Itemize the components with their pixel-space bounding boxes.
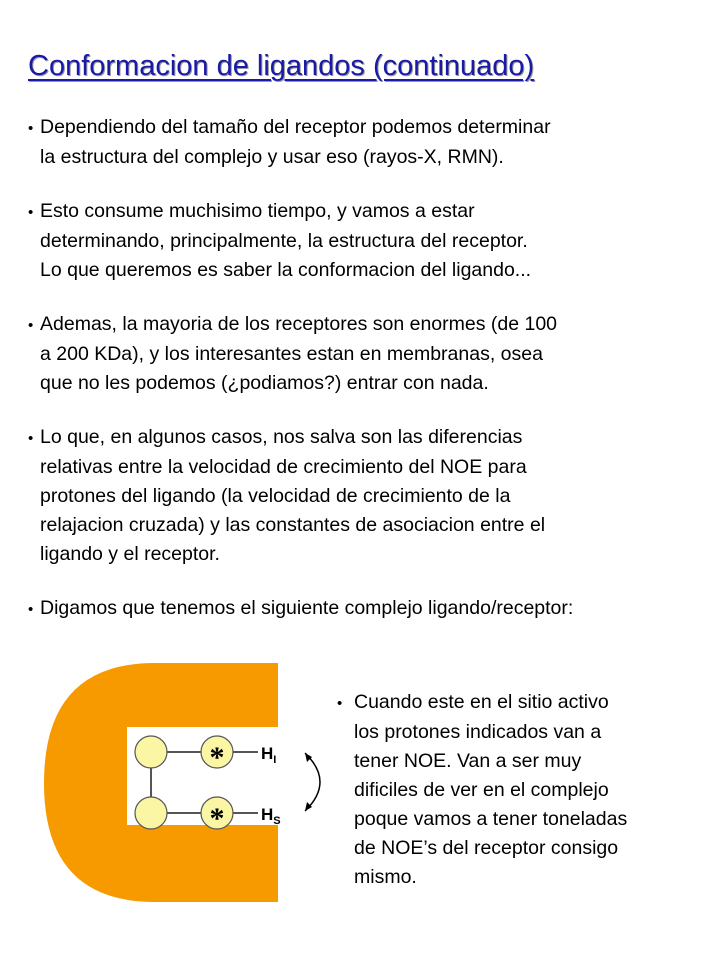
bullet-text: protones del ligando (la velocidad de crecimiento de la (40, 485, 511, 507)
side-bullet-text: de NOE’s del receptor consigo (354, 837, 619, 859)
bullet-text: Lo que queremos es saber la conformacion del ligando... (40, 259, 532, 281)
bullet-dot: • (28, 601, 34, 618)
proton-label-main: H (261, 744, 274, 763)
bullet-item (28, 594, 708, 624)
ligand-receptor-diagram (0, 655, 330, 915)
bullet-item (28, 113, 708, 172)
bullet-list (28, 113, 708, 649)
receptor-shape (44, 663, 281, 902)
side-bullet-text: mismo. (354, 866, 417, 888)
bullet-item (28, 423, 708, 569)
proton-label-bottom (261, 805, 281, 827)
bullet-dot: • (28, 120, 34, 137)
bullet-text: Ademas, la mayoria de los receptores son enormes (de 100 (40, 313, 558, 335)
bullet-dot: • (28, 430, 34, 447)
bullet-dot: • (28, 204, 34, 221)
side-bullet-text: los protones indicados van a (354, 721, 602, 743)
bullet-text: determinando, principalmente, la estructura del receptor. (40, 230, 528, 252)
bullet-text: la estructura del complejo y usar eso (rayos-X, RMN). (40, 146, 504, 168)
proton-label-main: H (261, 805, 274, 824)
bullet-text: Dependiendo del tamaño del receptor podemos determinar (40, 116, 551, 138)
side-bullet-text: dificiles de ver en el complejo (354, 779, 609, 801)
bullet-text: a 200 KDa), y los interesantes estan en membranas, osea (40, 343, 543, 365)
bullet-text: Lo que, en algunos casos, nos salva son las diferencias (40, 426, 523, 448)
side-bullet-text: Cuando este en el sitio activo (354, 691, 609, 713)
bullet-text: Esto consume muchisimo tiempo, y vamos a estar (40, 200, 475, 222)
bullet-item (28, 310, 708, 398)
side-bullet (337, 688, 707, 892)
bullet-text: Digamos que tenemos el siguiente complejo ligando/receptor: (40, 597, 574, 619)
bullet-text: ligando y el receptor. (40, 543, 220, 565)
slide-title: Conformacion de ligandos (continuado) (28, 50, 535, 82)
side-bullet-text: tener NOE. Van a ser muy (354, 750, 582, 772)
asterisk-bottom: * (209, 802, 225, 835)
proton-label-top (261, 744, 276, 766)
proton-label-sub: I (273, 754, 277, 766)
bullet-text: que no les podemos (¿podiamos?) entrar con nada. (40, 372, 489, 394)
asterisk-top: * (209, 741, 225, 774)
bullet-item (28, 197, 708, 285)
side-bullet-text: poque vamos a tener toneladas (354, 808, 628, 830)
bullet-text: relativas entre la velocidad de crecimiento del NOE para (40, 456, 527, 478)
bullet-text: relajacion cruzada) y las constantes de asociacion entre el (40, 514, 546, 536)
bullet-dot: • (337, 695, 343, 712)
ligand-atom (135, 736, 167, 768)
proton-label-sub: S (273, 815, 281, 827)
ligand-atom (135, 797, 167, 829)
bullet-dot: • (28, 317, 34, 334)
